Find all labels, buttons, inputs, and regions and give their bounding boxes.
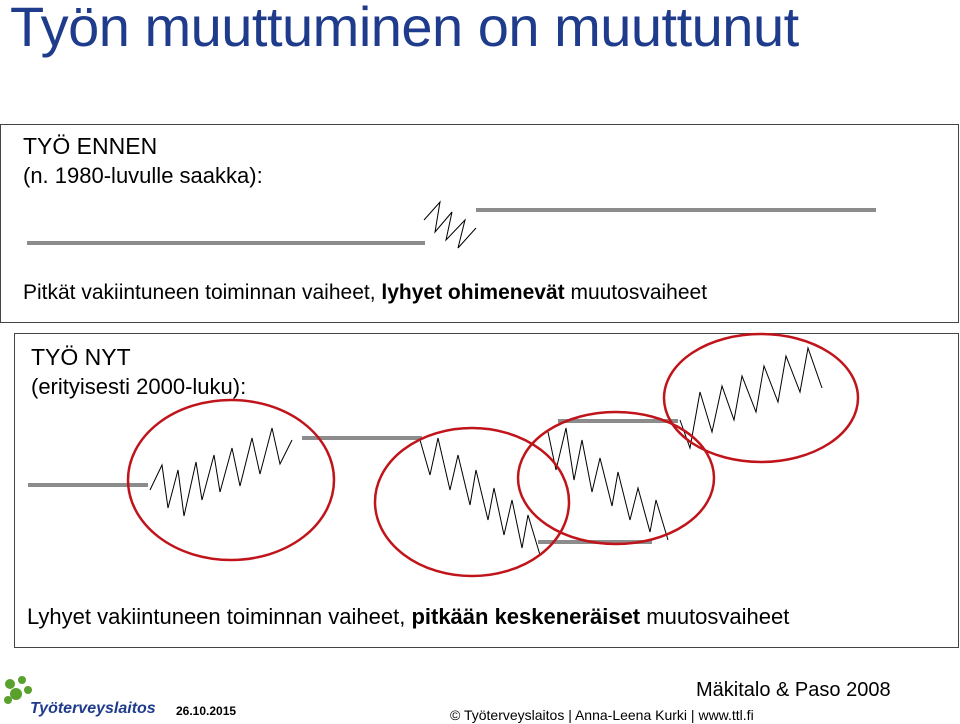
change-phase-zigzag (424, 202, 476, 248)
change-circle (518, 412, 714, 544)
change-phase-zigzag (680, 348, 822, 448)
before-subheading: (n. 1980-luvulle saakka): (23, 163, 263, 188)
now-caption-plain: Lyhyet vakiintuneen toiminnan vaiheet, (27, 604, 412, 629)
now-caption-bold: pitkään keskeneräiset (411, 604, 641, 629)
before-heading: TYÖ ENNEN (23, 133, 158, 159)
change-circle (128, 400, 334, 560)
ttl-logo-icon (4, 676, 32, 704)
footer-copyright: © Työterveyslaitos | Anna-Leena Kurki | www.ttl.fi (450, 707, 754, 723)
slide-title: Työn muuttuminen on muuttunut (10, 0, 799, 58)
before-caption-bold: lyhyet ohimenevät (381, 281, 565, 304)
change-circle (375, 428, 569, 576)
now-subheading: (erityisesti 2000-luku): (31, 374, 247, 399)
logo-wordmark: Työterveyslaitos (30, 700, 156, 717)
now-caption-tail: muutosvaiheet (640, 604, 790, 629)
now-heading: TYÖ NYT (31, 344, 131, 370)
before-caption-tail: muutosvaiheet (564, 281, 708, 304)
source-credit: Mäkitalo & Paso 2008 (696, 679, 891, 701)
footer-date: 26.10.2015 (176, 704, 237, 718)
change-circle (664, 334, 858, 462)
before-caption-plain: Pitkät vakiintuneen toiminnan vaiheet, (23, 281, 382, 304)
change-phase-zigzag (150, 428, 292, 516)
